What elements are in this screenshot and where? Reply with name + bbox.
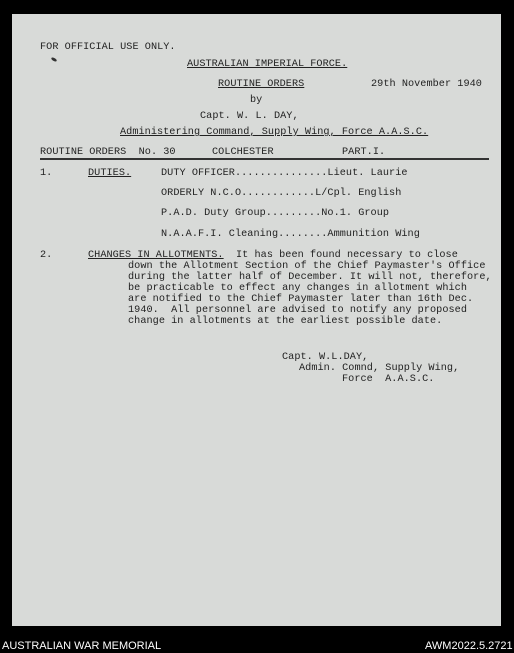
order-place: COLCHESTER xyxy=(212,147,274,158)
item-2-line: be practicable to effect any changes in allotment which xyxy=(128,283,467,294)
header-rule xyxy=(40,158,489,160)
signature-line-2: Admin. Comnd, Supply Wing, xyxy=(299,363,460,374)
item-2-line: down the Allotment Section of the Chief Paymaster's Office xyxy=(128,261,486,272)
by-label: by xyxy=(250,95,263,106)
duty-officer-line: DUTY OFFICER...............Lieut. Laurie xyxy=(161,168,408,179)
item-2-heading: CHANGES IN ALLOTMENTS. xyxy=(88,250,224,261)
item-2-number: 2. xyxy=(40,250,53,261)
item-1-number: 1. xyxy=(40,168,53,179)
footer-catalogue-number: AWM2022.5.2721 xyxy=(425,640,513,652)
signature-name: Capt. W.L.DAY, xyxy=(282,352,369,363)
footer-institution: AUSTRALIAN WAR MEMORIAL xyxy=(2,640,162,652)
signature-line-3: Force A.A.S.C. xyxy=(342,374,435,385)
document-date: 29th November 1940 xyxy=(371,79,482,90)
item-2-line: 1940. All personnel are advised to notify any proposed xyxy=(128,305,467,316)
pad-duty-group-line: P.A.D. Duty Group.........No.1. Group xyxy=(161,208,390,219)
official-use-label: FOR OFFICIAL USE ONLY. xyxy=(40,42,176,53)
officer-role: Administering Command, Supply Wing, Force A.A.S.C. xyxy=(120,127,429,138)
item-2-first-line: It has been found necessary to close xyxy=(236,250,458,261)
order-number: ROUTINE ORDERS No. 30 xyxy=(40,147,176,158)
officer-name: Capt. W. L. DAY, xyxy=(200,111,299,122)
item-2-line: are notified to the Chief Paymaster later than 16th Dec. xyxy=(128,294,474,305)
item-2-line: during the latter half of December. It will not, therefore, xyxy=(128,272,492,283)
force-title: AUSTRALIAN IMPERIAL FORCE. xyxy=(187,59,348,70)
naafi-cleaning-line: N.A.A.F.I. Cleaning........Ammunition Wing xyxy=(161,229,420,240)
orderly-nco-line: ORDERLY N.C.O............L/Cpl. English xyxy=(161,188,402,199)
order-part: PART.I. xyxy=(342,147,386,158)
item-2-line: change in allotments at the earliest possible date. xyxy=(128,316,443,327)
item-1-heading: DUTIES. xyxy=(88,168,132,179)
routine-orders-title: ROUTINE ORDERS xyxy=(218,79,305,90)
